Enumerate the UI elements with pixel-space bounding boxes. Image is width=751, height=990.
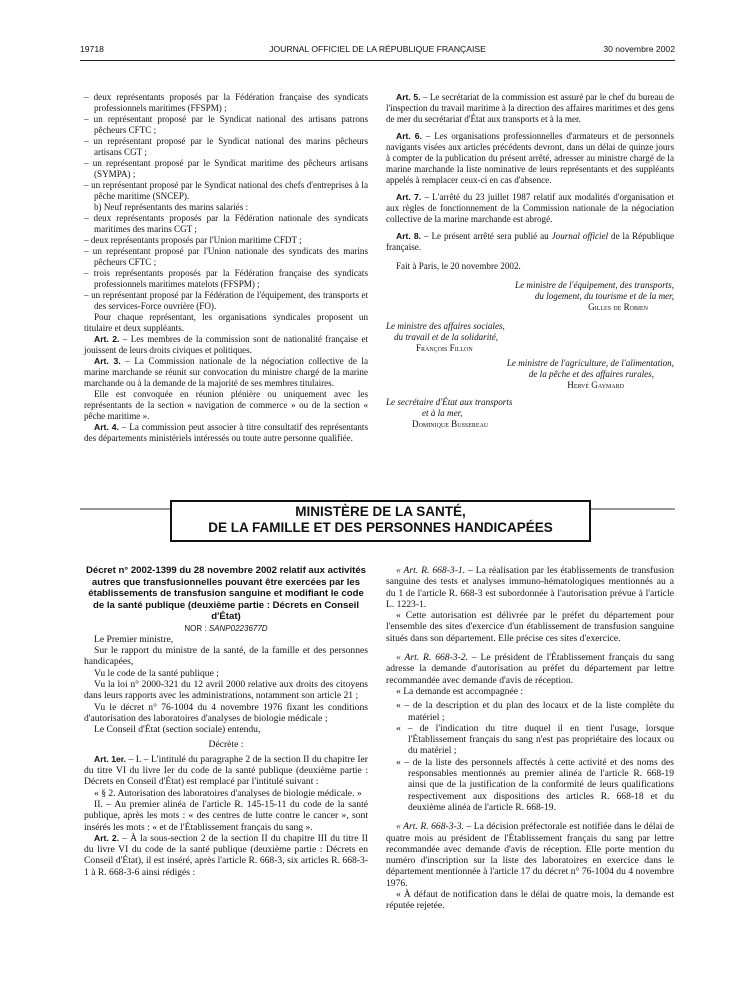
- decrete: Décrète :: [208, 739, 244, 751]
- ministry-heading: [170, 500, 591, 542]
- article-label: Art. 1er.: [94, 753, 127, 764]
- nor-label: NOR :: [184, 623, 209, 633]
- signatory-name: Hervé Gaymard: [567, 380, 624, 390]
- decree-left-column: [84, 565, 368, 878]
- header-rule: [80, 60, 675, 61]
- signatory-title: Le ministre des affaires sociales,: [386, 321, 505, 331]
- list-item: « – de la liste des personnels affectés à cette activité et des noms des responsables mentionnés au premier alinéa de l'article R. 668-19 ainsi que de la justification de la conformité de leurs qualifications respectivement aux dispositions des articles R. 668-18 et du deuxième alinéa de l'article R. 668-19.: [396, 756, 674, 813]
- signatory-title: du logement, du tourisme et de la mer,: [534, 291, 674, 301]
- paragraph: « Cette autorisation est délivrée par le préfet du département pour l'ensemble des sites d'exercice d'un établissement de transfusion sanguine situés dans son département. Elle précise ces sites d'exercice.: [386, 610, 674, 644]
- article-text: – La Commission nationale de la négociation collective de la marine marchande se réunit sur convocation du ministre chargé de la marine marchande ou à la demande de la majorité de ses membres titulaires.: [84, 356, 368, 388]
- article-text: de la République française.: [386, 231, 674, 252]
- signatory-title: du travail et de la solidarité,: [394, 332, 499, 342]
- list-item: – un représentant proposé par le Syndicat national des marins pêcheurs artisans CGT ;: [84, 136, 368, 157]
- list-item: « – de la description et du plan des locaux et de la liste complète du matériel ;: [396, 700, 674, 723]
- issue-date: 30 novembre 2002: [603, 44, 675, 54]
- paragraph: Vu le code de la santé publique ;: [94, 667, 219, 679]
- journal-name: Journal officiel: [551, 231, 609, 241]
- list-item: – deux représentants proposés par l'Union maritime CFDT ;: [84, 235, 302, 245]
- article-label: Art. 7.: [396, 192, 422, 202]
- done-at: Fait à Paris, le 20 novembre 2002.: [396, 261, 521, 271]
- article-5: [386, 92, 674, 125]
- paragraph: Vu la loi n° 2000-321 du 12 avril 2000 relative aux droits des citoyens dans leurs rapports avec les administrations, notamment son article 21 ;: [84, 678, 368, 702]
- signatory-name: Gilles de Robien: [588, 302, 648, 312]
- article-text: – La réalisation par les établissements de transfusion sanguine des tests et analyses immuno-hématologiques mentionnés au a du 1 de l'article R. 668-3 est subordonnée à l'autorisation prévue à l'article L. 1223-1.: [386, 565, 675, 610]
- paragraph: Sur le rapport du ministre de la santé, de la famille et des personnes handicapées,: [84, 645, 368, 668]
- article-label: Art. 4.: [94, 422, 119, 432]
- list-item: – trois représentants proposés par la Fédération française des syndicats professionnels maritimes matelots (FFSPM) ;: [84, 268, 368, 289]
- article-r-668-3-1: [386, 565, 674, 610]
- signatory-title: Le secrétaire d'État aux transports: [386, 397, 513, 407]
- list-item: – un représentant proposé par le Syndicat national des artisans patrons pêcheurs CFTC ;: [84, 114, 368, 135]
- article-1: [84, 754, 368, 788]
- article-label: Art. 6.: [396, 131, 422, 141]
- paragraph: « À défaut de notification dans le délai de quatre mois, la demande est réputée rejetée.: [386, 889, 674, 912]
- signatory-title: Le ministre de l'agriculture, de l'alimentation,: [506, 358, 674, 368]
- list-a: [84, 92, 368, 202]
- signature-block-2: [386, 321, 674, 354]
- signatory-title: et à la mer,: [422, 408, 463, 418]
- signatory-title: Le ministre de l'équipement, des transports,: [515, 280, 674, 290]
- paragraph: « La demande est accompagnée :: [396, 685, 524, 697]
- article-2: [84, 334, 368, 356]
- article-label: « Art. R. 668-3-3.: [396, 821, 464, 833]
- ministry-line-1: MINISTÈRE DE LA SANTÉ,: [295, 504, 466, 519]
- article-text: – À la sous-section 2 de la section II du chapitre III du titre II du livre VI du code de la santé publique (deuxième partie : Décrets en Conseil d'État), il est inséré, après l'article R. 668-3, six articles R. 668-3-1 à R. 668-3-6 ainsi rédigés :: [84, 832, 368, 878]
- signatory-name: François Fillon: [416, 343, 473, 353]
- article-8: [386, 231, 674, 253]
- article-6: [386, 131, 674, 186]
- page-header: [80, 44, 675, 58]
- article-text: – Les organisations professionnelles d'armateurs et de personnels navigants visées aux articles précédents devront, dans un délai de quinze jours à compter de la publication du présent arrêté, adresser au ministre chargé de la marine marchande la liste nominative de leurs représentants et des suppléants appelés à remplacer ceux-ci en cas d'absence.: [386, 131, 674, 185]
- article-4: [84, 422, 368, 444]
- article-text: – La commission peut associer à titre consultatif des représentants des départements ministériels intéressés ou toute autre personne qualifiée.: [84, 422, 368, 443]
- list-item: – deux représentants proposés par la Fédération française des syndicats professionnels maritimes (FFSPM) ;: [84, 92, 368, 113]
- article-label: Art. 3.: [94, 356, 121, 366]
- signature-block-3: [386, 358, 674, 391]
- article-label: « Art. R. 668-3-2.: [396, 652, 468, 664]
- nor-reference: [84, 623, 368, 634]
- list-item: – un représentant proposé par le Syndicat maritime des pêcheurs artisans (SYMPA) ;: [84, 158, 368, 179]
- top-left-column: [84, 92, 368, 444]
- nor-value: SANP0223677D: [208, 623, 268, 633]
- article-text: – L'arrêté du 23 juillet 1987 relatif aux modalités d'organisation et aux règles de fonctionnement de la Commission nationale de la négociation collective de la marine marchande est abrogé.: [386, 192, 674, 224]
- article-text: – La décision préfectorale est notifiée dans le délai de quatre mois au président de l'Établissement français du sang par lettre recommandée avec demande d'avis de réception. Elle porte mention du numéro d'inscription sur la liste des laboratoires en exercice dans le département mentionnée à l'article 17 du décret n° 76-1004 du 4 novembre 1976.: [386, 821, 674, 889]
- page-number: 19718: [80, 44, 104, 54]
- requirements-list: [386, 700, 674, 813]
- paragraph: Vu le décret n° 76-1004 du 4 novembre 1976 fixant les conditions d'autorisation des laboratoires d'analyses de biologie médicale ;: [84, 701, 368, 724]
- decree-title: Décret n° 2002-1399 du 28 novembre 2002 relatif aux activités autres que transfusionnelles pouvant être exercées par les établissements de transfusion sanguine et modifiant le code de la santé publique (deuxième partie : Décrets en Conseil d'État): [85, 565, 367, 622]
- article-r-668-3-2: [386, 652, 674, 686]
- ministry-line-2: DE LA FAMILLE ET DES PERSONNES HANDICAPÉES: [208, 520, 553, 535]
- list-item: – un représentant proposé par le Syndicat national des chefs d'entreprises à la pêche maritime (SNCEP).: [84, 180, 368, 201]
- list-item: – un représentant proposé par la Fédération de l'équipement, des transports et des services-Force ouvrière (FO).: [84, 290, 368, 311]
- article-text: – Les membres de la commission sont de nationalité française et jouissent de leurs droits civiques et politiques.: [84, 334, 369, 355]
- list-item: « – de l'indication du titre duquel il en tient l'usage, lorsque l'Établissement français du sang n'est pas propriétaire des locaux ou du matériel ;: [396, 722, 674, 757]
- decree-right-column: [386, 565, 674, 912]
- article-label: Art. 2.: [94, 832, 120, 843]
- article-label: Art. 8.: [396, 231, 422, 241]
- article-label: Art. 5.: [396, 92, 421, 102]
- article-1-quote: « § 2. Autorisation des laboratoires d'analyses de biologie médicale. »: [94, 787, 362, 799]
- paragraph: Le Conseil d'État (section sociale) entendu,: [94, 724, 261, 736]
- article-label: « Art. R. 668-3-1.: [396, 565, 466, 576]
- signature-block-1: [386, 280, 674, 313]
- article-text: – Le secrétariat de la commission est assuré par le chef du bureau de l'inspection du travail maritime à la direction des affaires maritimes et des gens de mer du secrétariat d'État aux transports et à la mer.: [386, 92, 674, 124]
- signature-block-4: [386, 397, 674, 430]
- list-b: [84, 213, 368, 312]
- list-item: – deux représentants proposés par la Fédération nationale des syndicats maritimes des marins CGT ;: [84, 213, 368, 234]
- article-text: – I. – L'intitulé du paragraphe 2 de la section II du chapitre Ier du titre VI du livre Ier du code de la santé publique (deuxième partie : Décrets en Conseil d'État) est remplacé par l'intitulé suivant :: [84, 753, 368, 788]
- article-text: – Le présent arrêté sera publié au: [421, 231, 552, 241]
- top-right-column: [386, 92, 674, 430]
- list-item: – un représentant proposé par l'Union nationale des syndicats des marins pêcheurs CFTC ;: [84, 246, 368, 267]
- article-1-ii: II. – Au premier alinéa de l'article R. 145-15-11 du code de la santé publique, après les mots : « des centres de lutte contre le cancer », sont insérés les mots : « et de l'Établissement français du sang ».: [84, 798, 368, 833]
- article-r-668-3-3: [386, 821, 674, 889]
- article-2: [84, 833, 368, 878]
- paragraph: Le Premier ministre,: [94, 633, 174, 645]
- article-3: [84, 356, 368, 389]
- signatory-name: Dominique Bussereau: [412, 419, 489, 429]
- article-text: – Le président de l'Établissement français du sang adresse la demande d'autorisation au préfet du département par lettre recommandée avec demande d'avis de réception.: [386, 652, 674, 686]
- article-7: [386, 192, 674, 225]
- article-label: Art. 2.: [94, 334, 120, 344]
- article-3-paragraph-2: Elle est convoquée en réunion plénière ou uniquement avec les représentants de la section « navigation de commerce » ou de la section « pêche maritime ».: [84, 389, 368, 421]
- signatory-title: de la pêche et des affaires rurales,: [528, 369, 654, 379]
- journal-title: JOURNAL OFFICIEL DE LA RÉPUBLIQUE FRANÇAISE: [269, 44, 486, 54]
- list-b-heading: b) Neuf représentants des marins salariés :: [94, 202, 249, 212]
- closing-paragraph: Pour chaque représentant, les organisations syndicales proposent un titulaire et deux suppléants.: [84, 312, 368, 333]
